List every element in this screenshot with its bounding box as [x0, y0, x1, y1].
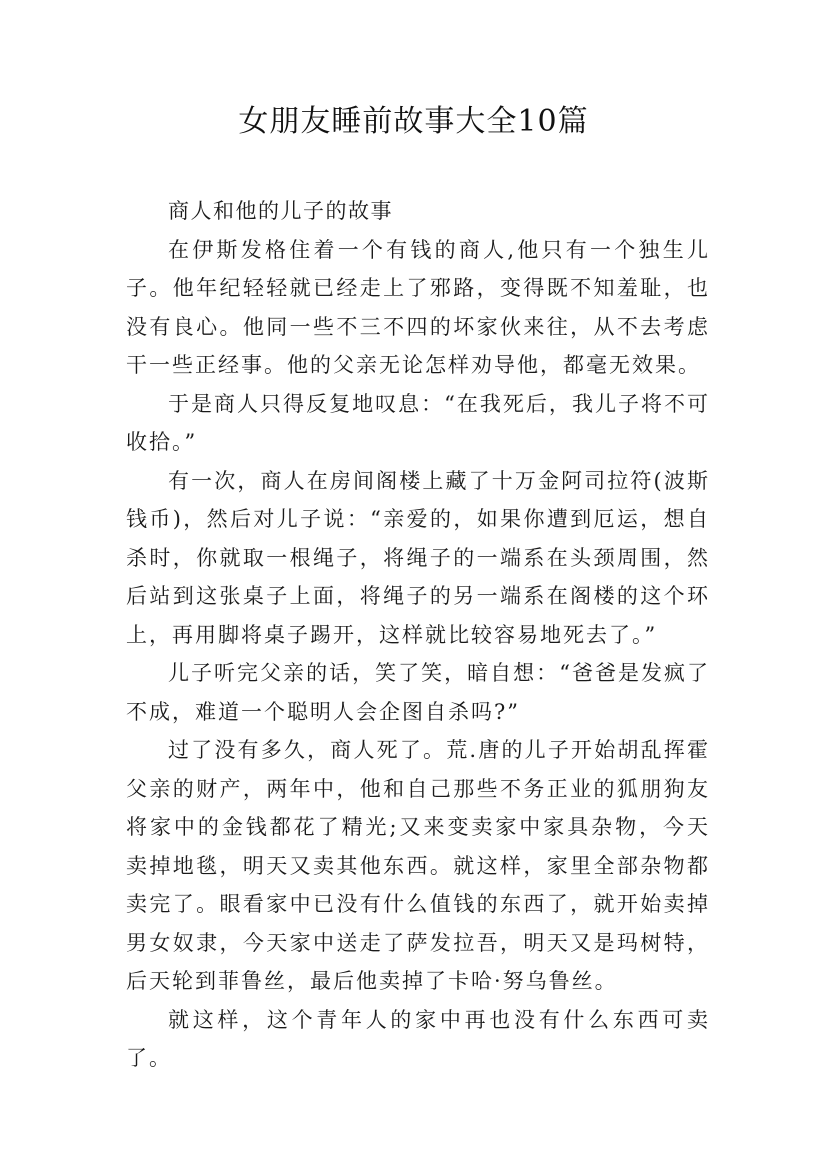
- story-title: 商人和他的儿子的故事: [168, 199, 393, 223]
- paragraph: 有一次，商人在房间阁楼上藏了十万金阿司拉符(波斯钱币)，然后对儿子说：“亲爱的，如果你遭到厄运，想自杀时，你就取一根绳子，将绳子的一端系在头颈周围，然后站到这张桌子上面，将绳子的另一端系在阁楼的这个环上，再用脚将桌子踢开，这样就比较容易地死去了。”: [126, 468, 710, 647]
- document-body: [126, 192, 710, 1078]
- paragraph: 过了没有多久，商人死了。荒.唐的儿子开始胡乱挥霍父亲的财产，两年中，他和自己那些不务正业的狐朋狗友将家中的金钱都花了精光;又来变卖家中家具杂物，今天卖掉地毯，明天又卖其他东西。就这样，家里全部杂物都卖完了。眼看家中已没有什么值钱的东西了，就开始卖掉男女奴隶，今天家中送走了萨发拉吾，明天又是玛树特，后天轮到菲鲁丝，最后他卖掉了卡哈·努乌鲁丝。: [126, 738, 710, 993]
- paragraph: 儿子听完父亲的话，笑了笑，暗自想：“爸爸是发疯了不成，难道一个聪明人会企图自杀吗?”: [126, 661, 710, 724]
- document-title: 女朋友睡前故事大全10篇: [238, 104, 589, 139]
- paragraph: 于是商人只得反复地叹息：“在我死后，我儿子将不可收拾。”: [126, 391, 710, 454]
- paragraph: 在伊斯发格住着一个有钱的商人,他只有一个独生儿子。他年纪轻轻就已经走上了邪路，变得既不知羞耻，也没有良心。他同一些不三不四的坏家伙来往，从不去考虑干一些正经事。他的父亲无论怎样劝导他，都毫无效果。: [126, 237, 710, 377]
- paragraph: 就这样，这个青年人的家中再也没有什么东西可卖了。: [126, 1007, 710, 1070]
